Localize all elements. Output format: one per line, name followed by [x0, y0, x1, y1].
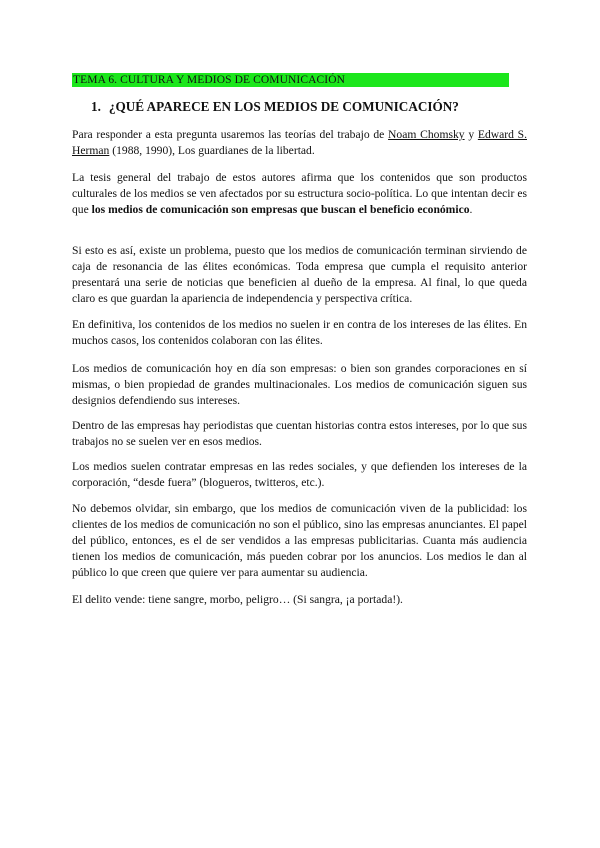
paragraph-text: y [464, 128, 478, 141]
paragraph-companies: Los medios de comunicación hoy en día son empresas: o bien son grandes corporaciones en sí mismas, o bien propiedad de grandes multinacionales. Los medios de comunicación siguen sus designios defendiendo sus intereses. [72, 362, 527, 407]
paragraph-crime-sells: El delito vende: tiene sangre, morbo, peligro… (Si sangra, ¡a portada!). [72, 593, 403, 606]
topic-banner: TEMA 6. CULTURA Y MEDIOS DE COMUNICACIÓN [72, 73, 509, 87]
paragraph-text: Para responder a esta pregunta usaremos las teorías del trabajo de [72, 128, 389, 141]
section-number: 1. [91, 99, 101, 114]
paragraph-thesis [72, 170, 527, 218]
paragraph-problem: Si esto es así, existe un problema, puesto que los medios de comunicación terminan sirviendo de caja de resonancia de las élites económicas. Toda empresa que cumpla el requisito anterior presentará una serie de noticias que beneficien al dueño de la empresa. Al final, lo que queda claro es que guardan la apariencia de independencia y perspectiva crítica. [72, 244, 527, 305]
paragraph-social-media: Los medios suelen contratar empresas en las redes sociales, y que defienden los intereses de la corporación, “desde fuera” (blogueros, twitteros, etc.). [72, 460, 527, 489]
link-edward-herman[interactable]: Edward S. Herman [72, 128, 527, 157]
paragraph-intro [72, 127, 527, 159]
link-noam-chomsky[interactable]: Noam Chomsky [388, 128, 465, 141]
bold-statement: los medios de comunicación son empresas que buscan el beneficio económico [91, 202, 470, 216]
paragraph-text: La tesis general del trabajo de estos autores afirma que los contenidos que son productos culturales de los medios se ven afectados por su estructura socio-política. Lo que intentan decir es que [72, 171, 527, 216]
paragraph-text: . [469, 202, 473, 216]
paragraph-advertising: No debemos olvidar, sin embargo, que los medios de comunicación viven de la publicidad: los clientes de los medios de comunicación no son el público, sino las empresas anunciantes. El papel del público, entonces, es el de ser vendidos a las empresas publicitarias. Cuanta más audiencia tienen los medios de comunicación, más pueden cobrar por los anuncios. Los medios le dan al público lo que creen que quiere ver para aumentar su audiencia. [72, 502, 527, 579]
section-title: ¿QUÉ APARECE EN LOS MEDIOS DE COMUNICACIÓN? [108, 99, 459, 114]
paragraph-conclusion: En definitiva, los contenidos de los medios no suelen ir en contra de los intereses de las élites. En muchos casos, los contenidos colaboran con las élites. [72, 318, 527, 347]
section-heading [91, 99, 459, 115]
paragraph-text: (1988, 1990), Los guardianes de la libertad. [109, 143, 315, 157]
paragraph-journalists: Dentro de las empresas hay periodistas que cuentan historias contra estos intereses, por lo que sus trabajos no se suelen ver en esos medios. [72, 419, 527, 448]
